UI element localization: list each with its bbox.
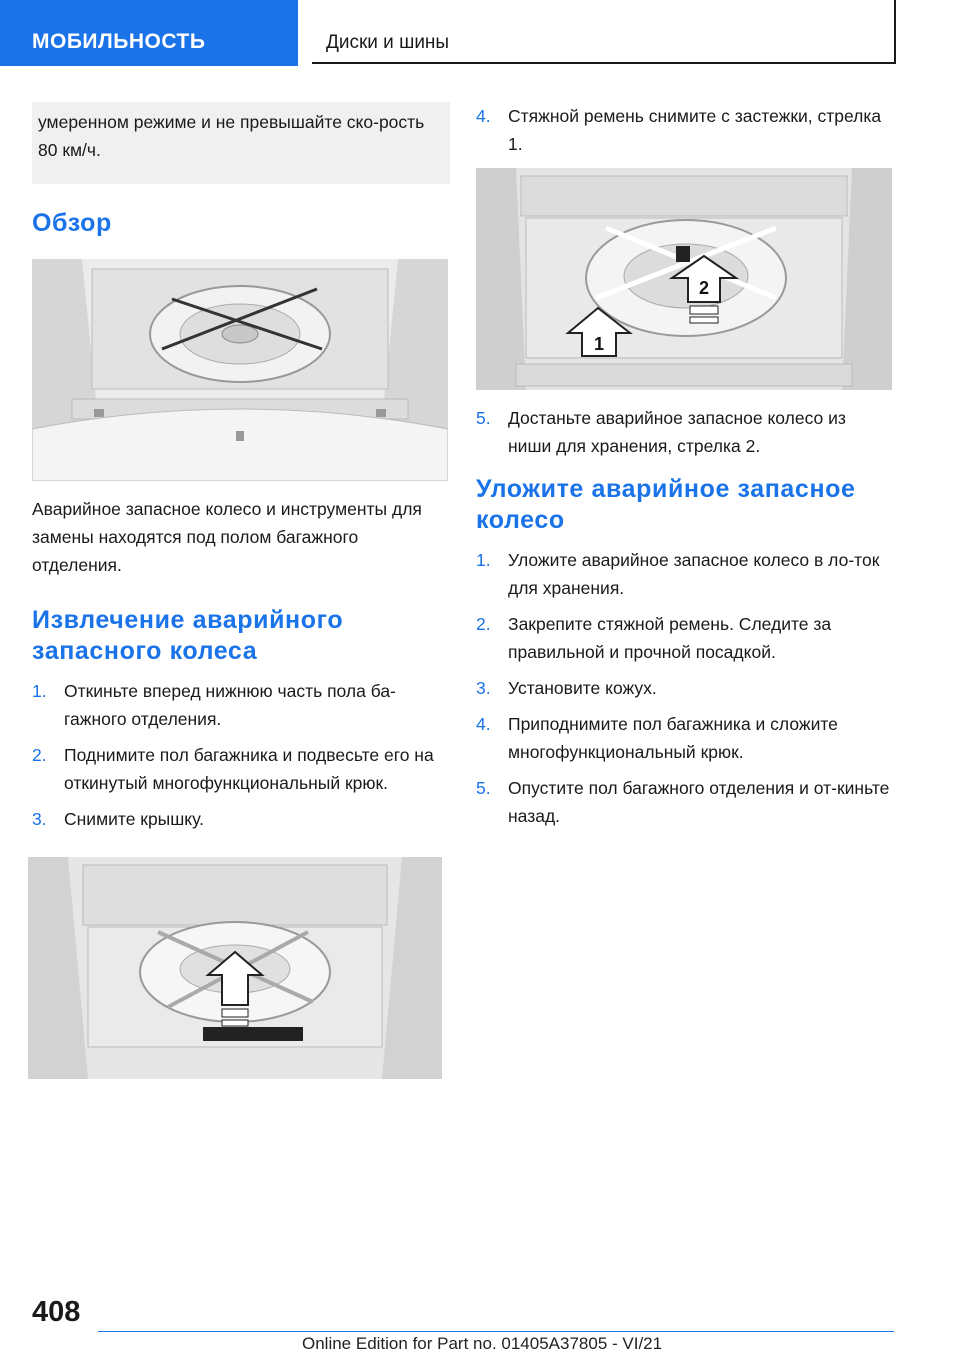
remove-steps-continued-2 [476, 404, 894, 460]
step-number: 1. [32, 681, 47, 701]
list-item [476, 102, 894, 158]
list-item [32, 805, 450, 833]
step-text: Закрепите стяжной ремень. Следите за правильной и прочной посадкой. [508, 614, 832, 662]
step-number: 3. [476, 678, 491, 698]
strap-arrows-figure [476, 168, 892, 390]
trunk-overview-figure [32, 259, 448, 481]
step-number: 2. [32, 745, 47, 765]
overview-text: Аварийное запасное колесо и инструменты для замены находятся под полом багажного отделения. [32, 499, 422, 575]
note-box: умеренном режиме и не превышайте ско-рость 80 км/ч. [32, 102, 450, 184]
step-number: 3. [32, 809, 47, 829]
step-text: Снимите крышку. [64, 809, 205, 829]
list-item [476, 546, 894, 602]
step-text: Опустите пол багажного отделения и от-киньте назад. [508, 778, 890, 826]
left-column [32, 102, 450, 1079]
step-number: 1. [476, 550, 491, 570]
arrow-label-2: 2 [698, 278, 710, 298]
list-item [32, 741, 450, 797]
arrow-label-1: 1 [593, 334, 605, 354]
list-item [32, 677, 450, 733]
list-item [476, 404, 894, 460]
footer-rule [98, 1331, 894, 1332]
step-text: Поднимите пол багажника и подвесьте его на откинутый многофункциональный крюк. [64, 745, 434, 793]
header-rule [0, 64, 298, 66]
step-text: Достаньте аварийное запасное колесо из ниши для хранения, стрелка 2. [508, 408, 846, 456]
remove-steps-continued [476, 102, 894, 158]
list-item [476, 610, 894, 666]
stow-heading: Уложите аварийное запасное колесо [476, 475, 856, 534]
step-text: Уложите аварийное запасное колесо в ло-ток для хранения. [508, 550, 880, 598]
step-number: 4. [476, 106, 491, 126]
step-text: Приподнимите пол багажника и сложите многофункциональный крюк. [508, 714, 838, 762]
right-column [476, 102, 894, 838]
list-item [476, 674, 894, 702]
section-title: МОБИЛЬНОСТЬ [0, 0, 298, 64]
overview-heading: Обзор [32, 209, 112, 237]
step-text: Установите кожух. [508, 678, 657, 698]
remove-heading: Извлечение аварийного запасного колеса [32, 606, 344, 665]
step-number: 5. [476, 408, 491, 428]
step-text: Стяжной ремень снимите с застежки, стрелка 1. [508, 106, 882, 154]
step-number: 5. [476, 778, 491, 798]
chapter-title: Диски и шины [312, 0, 896, 64]
step-text: Откиньте вперед нижнюю часть пола ба-гажного отделения. [64, 681, 396, 729]
page-number: 408 [32, 1296, 81, 1328]
edition-text: Online Edition for Part no. 01405A37805 - VI/21 [302, 1334, 663, 1353]
trunk-cover-figure [28, 857, 442, 1079]
step-number: 2. [476, 614, 491, 634]
step-number: 4. [476, 714, 491, 734]
remove-steps [32, 677, 450, 833]
list-item [476, 710, 894, 766]
stow-steps [476, 546, 894, 830]
list-item [476, 774, 894, 830]
